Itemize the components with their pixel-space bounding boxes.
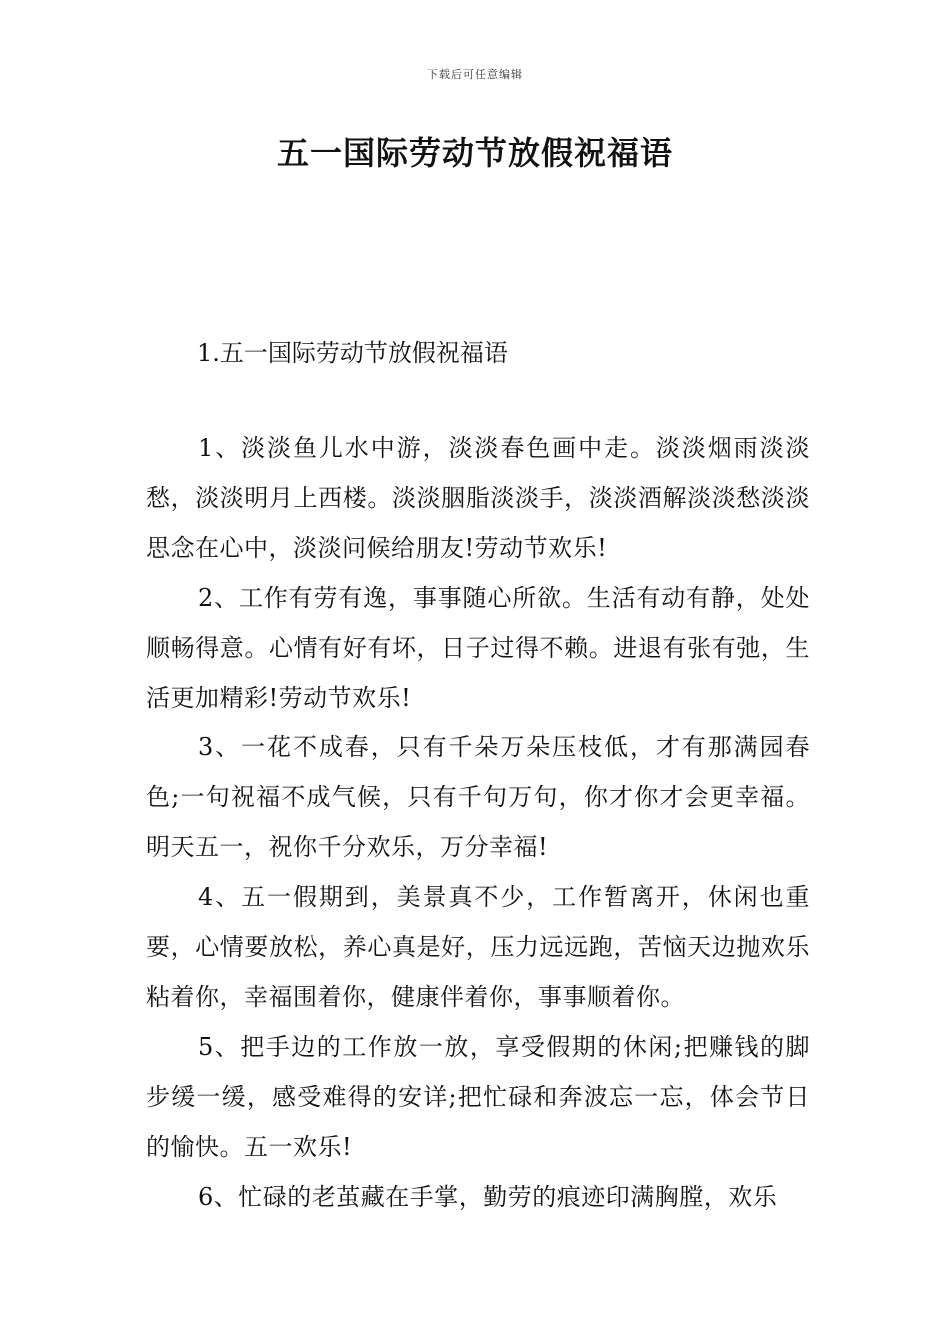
paragraph-4: 4、五一假期到，美景真不少，工作暂离开，休闲也重要，心情要放松，养心真是好，压力远远跑，苦恼天边抛欢乐粘着你，幸福围着你，健康伴着你，事事顺着你。: [146, 883, 810, 1011]
paragraph-6: 6、忙碌的老茧藏在手掌，勤劳的痕迹印满胸膛，欢乐: [198, 1182, 778, 1211]
page-title: 五一国际劳动节放假祝福语: [276, 134, 673, 172]
paragraph-2: 2、工作有劳有逸，事事随心所欲。生活有动有静，处处顺畅得意。心情有好有坏，日子过得不赖。进退有张有弛，生活更加精彩!劳动节欢乐!: [146, 583, 810, 712]
section-heading: 1.五一国际劳动节放假祝福语: [197, 339, 508, 367]
header-note: 下载后可任意编辑: [427, 68, 523, 81]
body-text: [146, 424, 810, 1223]
paragraph-5: 5、把手边的工作放一放，享受假期的休闲;把赚钱的脚步缓一缓，感受难得的安详;把忙碌和奔波忘一忘，体会节日的愉快。五一欢乐!: [146, 1032, 810, 1161]
paragraph-1: 1、淡淡鱼儿水中游，淡淡春色画中走。淡淡烟雨淡淡愁，淡淡明月上西楼。淡淡胭脂淡淡手，淡淡酒解淡淡愁淡淡思念在心中，淡淡问候给朋友!劳动节欢乐!: [146, 434, 810, 562]
paragraph-3: 3、一花不成春，只有千朵万朵压枝低，才有那满园春色;一句祝福不成气候，只有千句万句，你才你才会更幸福。明天五一，祝你千分欢乐，万分幸福!: [146, 733, 810, 862]
